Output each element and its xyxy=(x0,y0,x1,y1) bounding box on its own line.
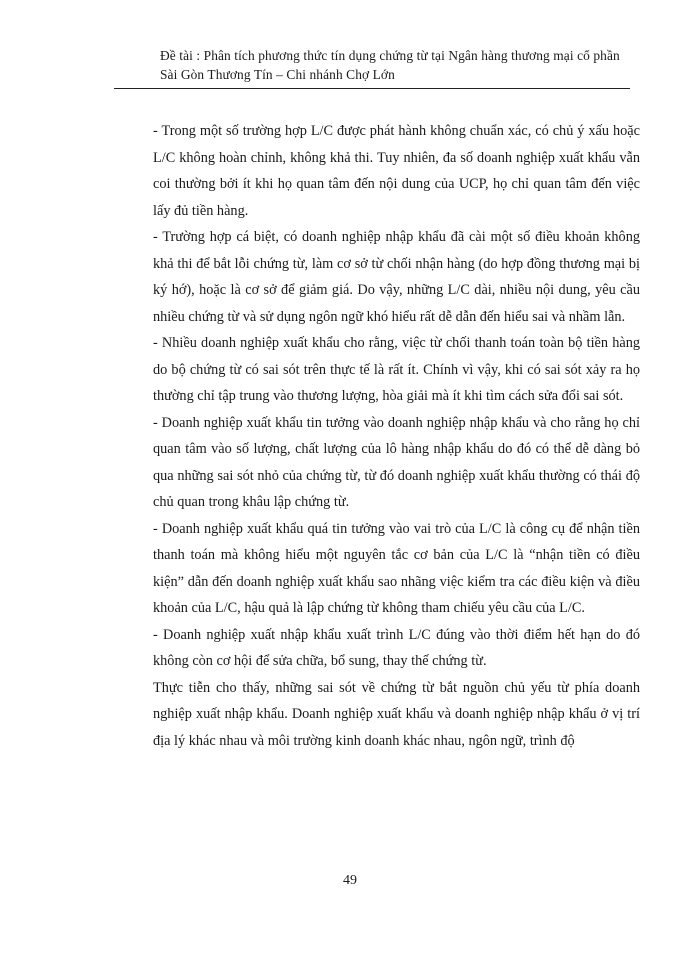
page-number: 49 xyxy=(343,873,357,888)
paragraph-1: - Trong một số trường hợp L/C được phát hành không chuẩn xác, có chủ ý xấu hoặc L/C không hoàn chỉnh, không khả thi. Tuy nhiên, đa số doanh nghiệp xuất khẩu vẫn coi thường bởi ít khi họ quan tâm đến nội dung của UCP, họ chỉ quan tâm đến việc lấy đủ tiền hàng. xyxy=(153,123,640,219)
paragraph-5: - Doanh nghiệp xuất khẩu quá tin tưởng vào vai trò của L/C là công cụ để nhận tiền thanh toán mà không hiểu một nguyên tắc cơ bản của L/C là “nhận tiền có điều kiện” dẫn đến doanh nghiệp xuất khẩu sao nhãng việc kiểm tra các điều kiện và điều khoản của L/C, hậu quả là lập chứng từ không tham chiếu yêu cầu của L/C. xyxy=(153,520,640,616)
paragraph-3: - Nhiều doanh nghiệp xuất khẩu cho rằng, việc từ chối thanh toán toàn bộ tiền hàng do bộ chứng từ có sai sót trên thực tế là rất ít. Chính vì vậy, khi có sai sót xảy ra họ thường chỉ tập trung vào thương lượng, hòa giải mà ít khi tìm cách sửa đổi sai sót. xyxy=(153,335,640,404)
running-header xyxy=(160,46,630,84)
header-line-2: Sài Gòn Thương Tín – Chi nhánh Chợ Lớn xyxy=(160,67,395,82)
paragraph-7: Thực tiễn cho thấy, những sai sót về chứng từ bắt nguồn chủ yếu từ phía doanh nghiệp xuất nhập khẩu. Doanh nghiệp xuất khẩu và doanh nghiệp nhập khẩu ở vị trí địa lý khác nhau và môi trường kinh doanh khác nhau, ngôn ngữ, trình độ xyxy=(153,679,640,749)
header-line-1: Đề tài : Phân tích phương thức tín dụng chứng từ tại Ngân hàng thương mại cổ phần xyxy=(160,48,620,63)
paragraph-2: - Trường hợp cá biệt, có doanh nghiệp nhập khẩu đã cài một số điều khoản không khả thi để bắt lỗi chứng từ, làm cơ sở từ chối nhận hàng (do hợp đồng thương mại bị ký hớ), hoặc là cơ sở để giảm giá. Do vậy, những L/C dài, nhiều nội dung, yêu cầu nhiều chứng từ và sử dụng ngôn ngữ khó hiểu rất dễ dẫn đến hiểu sai và nhầm lẫn. xyxy=(153,229,640,325)
body-text xyxy=(153,118,640,754)
header-divider xyxy=(114,88,630,89)
paragraph-6: - Doanh nghiệp xuất nhập khẩu xuất trình L/C đúng vào thời điểm hết hạn do đó không còn cơ hội để sửa chữa, bổ sung, thay thế chứng từ. xyxy=(153,626,640,669)
paragraph-4: - Doanh nghiệp xuất khẩu tin tưởng vào doanh nghiệp nhập khẩu và cho rằng họ chỉ quan tâm vào số lượng, chất lượng của lô hàng nhập khẩu do đó có thể dễ dàng bỏ qua những sai sót nhỏ của chứng từ, từ đó doanh nghiệp xuất khẩu thường có thái độ chủ quan trong khâu lập chứng từ. xyxy=(153,414,640,510)
